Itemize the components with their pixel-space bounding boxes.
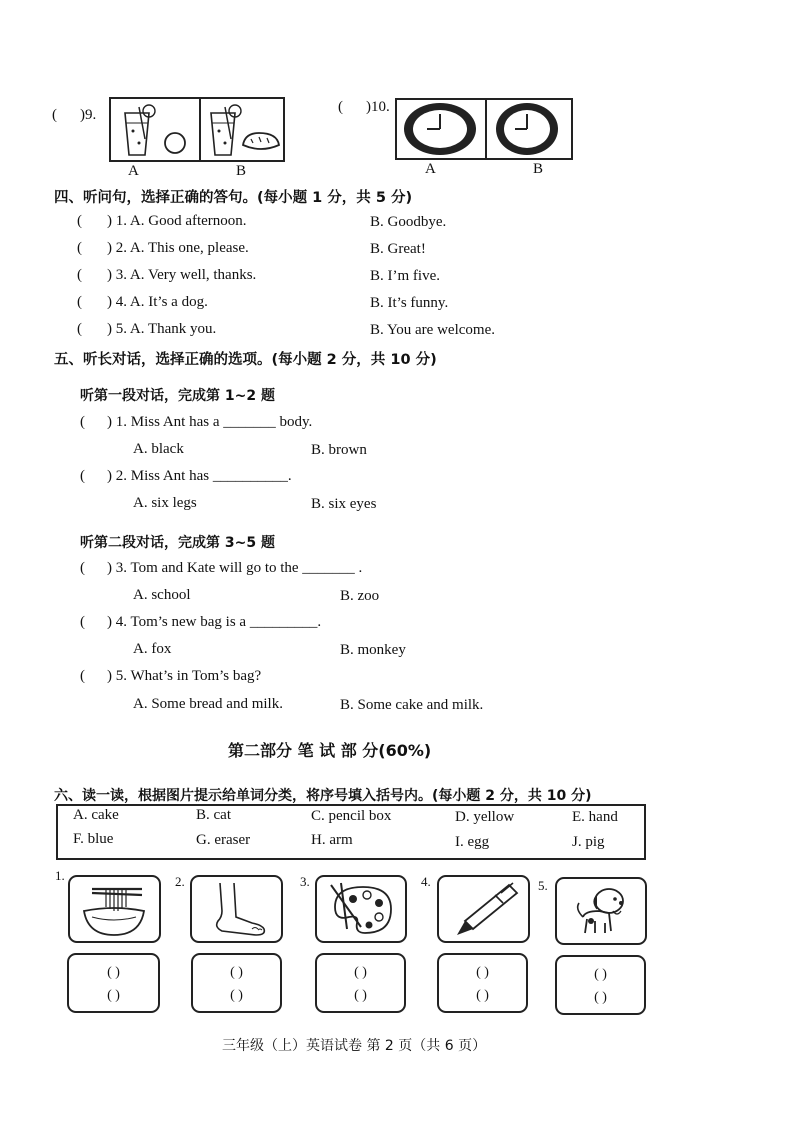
- q10-picture-box: [395, 98, 573, 160]
- q10-label-a: A: [425, 161, 436, 177]
- clock-icon: [485, 100, 571, 158]
- word-d: D. yellow: [455, 809, 515, 825]
- answer-bracket[interactable]: ( ): [594, 990, 607, 1005]
- noodles-bowl-icon: [70, 877, 159, 941]
- section4-item-3: ) 3. A. Very well, thanks.: [107, 267, 257, 283]
- word-h: H. arm: [311, 832, 353, 848]
- answer-bracket[interactable]: ( ): [476, 988, 489, 1003]
- word-c: C. pencil box: [311, 808, 392, 824]
- section5-heading: 五、听长对话，选择正确的选项。(每小题 2 分，共 10 分): [54, 352, 437, 368]
- section5-q5: ) 5. What’s in Tom’s bag?: [107, 668, 262, 684]
- answer-bracket[interactable]: ( ): [594, 967, 607, 982]
- foot-icon: [192, 877, 281, 941]
- answer-bracket[interactable]: ( ): [107, 965, 120, 980]
- q9-number: )9.: [80, 107, 97, 123]
- q10-option-a-clock: [397, 100, 487, 158]
- section5-q5-a: A. Some bread and milk.: [133, 696, 283, 712]
- section5-q1-a: A. black: [133, 441, 184, 457]
- section4-item-2-b: B. Great!: [370, 241, 426, 257]
- pic-4-box: [437, 875, 530, 943]
- section5-part1-title: 听第一段对话，完成第 1~2 题: [80, 388, 275, 404]
- paint-palette-icon: [317, 877, 405, 941]
- pic-5-number: 5.: [538, 878, 548, 893]
- section5-part2-title: 听第二段对话，完成第 3~5 题: [80, 535, 275, 551]
- dog-icon: [557, 879, 645, 943]
- answer-bracket[interactable]: ( ): [230, 988, 243, 1003]
- q9-picture-box: [109, 97, 285, 162]
- section4-item-4-b: B. It’s funny.: [370, 295, 449, 311]
- section5-q5-b: B. Some cake and milk.: [340, 697, 484, 713]
- q9-option-a-juice-ball: [111, 99, 201, 160]
- q9-label-a: A: [128, 163, 139, 179]
- pic-3-box: [315, 875, 407, 943]
- section5-q1: ) 1. Miss Ant has a _______ body.: [107, 414, 313, 430]
- section5-bracket-4: (: [80, 614, 85, 630]
- section5-bracket-2: (: [80, 468, 85, 484]
- pic-1-number: 1.: [55, 868, 65, 883]
- section5-q1-b: B. brown: [311, 442, 367, 458]
- section5-bracket-3: (: [80, 560, 85, 576]
- section4-item-3-b: B. I’m five.: [370, 268, 440, 284]
- q10-option-b-clock: [485, 100, 571, 158]
- q9-open-bracket: (: [52, 107, 57, 123]
- section5-q4-a: A. fox: [133, 641, 172, 657]
- pic-2-number: 2.: [175, 874, 185, 889]
- section5-q3: ) 3. Tom and Kate will go to the _______ .: [107, 560, 363, 576]
- section5-q2-a: A. six legs: [133, 495, 197, 511]
- section5-q4: ) 4. Tom’s new bag is a _________.: [107, 614, 322, 630]
- section5-q3-a: A. school: [133, 587, 191, 603]
- pic-1-answer-box[interactable]: [67, 953, 160, 1013]
- section4-item-5-b: B. You are welcome.: [370, 322, 495, 338]
- page-footer: 三年级（上）英语试卷 第 2 页（共 6 页）: [222, 1038, 487, 1054]
- section5-bracket-5: (: [80, 668, 85, 684]
- section5-q2-b: B. six eyes: [311, 496, 377, 512]
- word-a: A. cake: [73, 807, 119, 823]
- section4-item-1: ) 1. A. Good afternoon.: [107, 213, 247, 229]
- pic-4-number: 4.: [421, 874, 431, 889]
- fountain-pen-icon: [439, 877, 528, 941]
- section4-bracket-3: (: [77, 267, 82, 283]
- word-b: B. cat: [196, 807, 231, 823]
- pic-3-answer-box[interactable]: [315, 953, 406, 1013]
- pic-1-box: [68, 875, 161, 943]
- section5-q2: ) 2. Miss Ant has __________.: [107, 468, 292, 484]
- answer-bracket[interactable]: ( ): [107, 988, 120, 1003]
- section4-item-5: ) 5. A. Thank you.: [107, 321, 217, 337]
- pic-5-box: [555, 877, 647, 945]
- section6-heading: 六、读一读，根据图片提示给单词分类，将序号填入括号内。(每小题 2 分，共 10 分): [54, 788, 592, 804]
- pic-2-answer-box[interactable]: [191, 953, 282, 1013]
- q10-number: )10.: [366, 99, 390, 115]
- section4-item-1-b: B. Goodbye.: [370, 214, 447, 230]
- word-j: J. pig: [572, 834, 605, 850]
- juice-and-bread-icon: [199, 99, 283, 160]
- word-e: E. hand: [572, 809, 618, 825]
- juice-and-ball-icon: [111, 99, 197, 160]
- q9-label-b: B: [236, 163, 247, 179]
- word-g: G. eraser: [196, 832, 251, 848]
- pic-4-answer-box[interactable]: [437, 953, 528, 1013]
- section5-bracket-1: (: [80, 414, 85, 430]
- word-f: F. blue: [73, 831, 114, 847]
- section4-bracket-4: (: [77, 294, 82, 310]
- q10-label-b: B: [533, 161, 544, 177]
- section5-q4-b: B. monkey: [340, 642, 406, 658]
- section4-bracket-5: (: [77, 321, 82, 337]
- q10-open-bracket: (: [338, 99, 343, 115]
- section4-bracket-1: (: [77, 213, 82, 229]
- clock-icon: [397, 100, 483, 158]
- pic-5-answer-box[interactable]: [555, 955, 646, 1015]
- answer-bracket[interactable]: ( ): [476, 965, 489, 980]
- answer-bracket[interactable]: ( ): [354, 965, 367, 980]
- section4-heading: 四、听问句，选择正确的答句。(每小题 1 分，共 5 分): [54, 190, 413, 206]
- word-i: I. egg: [455, 834, 490, 850]
- pic-3-number: 3.: [300, 874, 310, 889]
- q9-option-b-juice-bread: [199, 99, 283, 160]
- answer-bracket[interactable]: ( ): [354, 988, 367, 1003]
- section4-item-2: ) 2. A. This one, please.: [107, 240, 249, 256]
- pic-2-box: [190, 875, 283, 943]
- answer-bracket[interactable]: ( ): [230, 965, 243, 980]
- section4-bracket-2: (: [77, 240, 82, 256]
- part2-title: 第二部分 笔 试 部 分(60%): [228, 741, 432, 760]
- section5-q3-b: B. zoo: [340, 588, 380, 604]
- section4-item-4: ) 4. A. It’s a dog.: [107, 294, 208, 310]
